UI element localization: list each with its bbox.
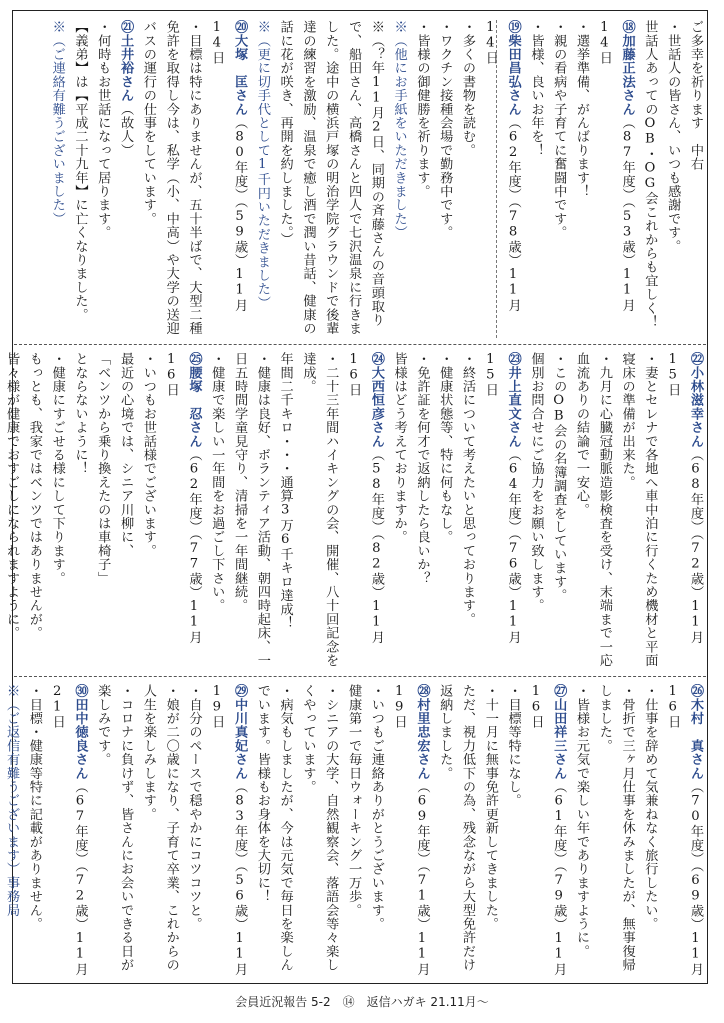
member-name: 田中徳良さん — [72, 697, 88, 780]
section-top — [14, 20, 706, 338]
member-meta: （69年度）（71歳）11月19日 — [391, 684, 430, 976]
member-number: ㉙ — [232, 684, 248, 698]
text-line: ・骨折で三ヶ月仕事を休みましたが、無事復帰しました。 — [596, 684, 635, 972]
member-heading — [524, 684, 570, 982]
section-middle — [4, 352, 706, 670]
column-divider — [496, 20, 497, 338]
text-line: ・皆様、良いお年を！ — [528, 20, 544, 157]
member-name: 大西恒彦さん — [368, 365, 384, 448]
member-meta: （83年度）（56歳）11月19日 — [209, 684, 248, 976]
member-meta: （67年度）（72歳）11月21日 — [49, 684, 88, 976]
text-line: 皆様はどう考えておりますか。 — [391, 352, 407, 544]
text-line: もっとも、我家ではベンツではありませんが。 — [26, 352, 42, 640]
text-line: ・免許証を何才で返納したら良いか？ — [414, 352, 430, 585]
text-line: ・娘が二〇歳になり、子育て卒業、これからの人生を楽しみします。 — [140, 684, 179, 972]
text-line: 最近の心境では、シニア川柳に、 — [118, 352, 134, 558]
member-meta: （80年度）（59歳）11月14日 — [209, 20, 248, 312]
text-line: ・親の看病や子育てに奮闘中です。 — [551, 20, 567, 240]
member-number: ㉖ — [688, 684, 703, 698]
member-meta: （87年度）（53歳）11月14日 — [596, 20, 635, 312]
member-number: ㉒ — [688, 352, 703, 366]
text-line: ・何時もお世話になって居ります。 — [95, 20, 111, 240]
text-line: ・妻とセレナで各地へ車中泊に行くため機材と平面寝床の準備が出来た。 — [619, 352, 658, 668]
text-line: ・目標は特にありませんが、五十半ばで、大型二種免許を取得し今は、私学（小、中高）や大学の送迎バスの運行の仕事をしています。 — [140, 20, 202, 336]
text-line: ・健康で楽しい一年間をお過ごし下さい。 — [209, 352, 225, 613]
member-heading — [387, 684, 433, 982]
member-meta: （68年度）（72歳）11月15日 — [665, 352, 703, 644]
member-number: ⑱ — [619, 20, 635, 34]
member-name: 井上直文さん — [505, 365, 521, 448]
section-divider-1 — [14, 344, 706, 345]
member-heading — [592, 20, 638, 338]
text-line: 健康第一で毎日ウォーキング一万歩。 — [346, 684, 362, 917]
member-name: 山田祥三さん — [551, 697, 567, 780]
member-number: ⑲ — [505, 20, 521, 34]
member-heading — [478, 352, 524, 670]
text-line: ・健康状態等、特に何もなし。 — [437, 352, 453, 544]
text-line: 年間二千キロ・・・通算3万6千キロ達成！ — [277, 352, 293, 630]
text-line: ・二十三年間ハイキングの会、開催、八十回記念を達成。 — [300, 352, 339, 668]
member-heading — [204, 684, 250, 982]
text-line: ・九月に心臓冠動脈造影検査を受け、末端まで一応血流ありの結論で一安心。 — [574, 352, 612, 668]
text-line: ・このOB会の名簿調査をしています。 — [551, 352, 567, 603]
text-line: ・健康にすごせる様にして下ります。 — [49, 352, 65, 585]
member-heading — [45, 684, 91, 982]
member-meta: （62年度）（78歳）11月14日 — [482, 20, 521, 312]
member-heading — [660, 352, 706, 670]
text-line: ・自分のペースで穏やかにコツコツと。 — [186, 684, 202, 931]
text-line: ご多幸を祈ります 中右 — [688, 20, 703, 171]
text-line: ・終活について考えたいと思っております。 — [460, 352, 476, 626]
text-line: ・シニアの大学、自然観察会、落語会等々楽しくやっています。 — [300, 684, 339, 972]
member-number: ⑳ — [232, 20, 248, 34]
member-number: ㉗ — [551, 684, 567, 698]
note-line: ※（更に切手代として1千円いただきました） — [254, 20, 270, 310]
member-number: ㉑ — [118, 20, 134, 34]
text-line: ・いつもご連絡ありがとうございます。 — [368, 684, 384, 931]
member-heading — [159, 352, 205, 670]
member-name: 大塚 匡さん — [232, 33, 248, 116]
member-heading — [660, 684, 706, 982]
text-line: ・目標等特になし。 — [505, 684, 521, 808]
member-meta: （故人） — [118, 102, 134, 158]
member-number: ㉘ — [414, 684, 430, 698]
page-footer: 会員近況報告 5-2 ⑭ 返信ハガキ 21.11月～ — [235, 995, 489, 1009]
member-name: 土井裕さん — [118, 33, 134, 103]
section-bottom — [4, 684, 706, 982]
member-name: 木村 真さん — [688, 697, 703, 780]
text-line: ・十一月に無事免許更新してきました。 — [482, 684, 498, 931]
member-meta: （70年度）（69歳）11月16日 — [665, 684, 703, 976]
note-line: ※（ご連絡有難うございました） — [49, 20, 65, 226]
member-meta: （58年度）（82歳）11月16日 — [346, 352, 384, 644]
text-line: ・健康は良好、ボランティア活動、朝四時起床、一日五時間学童見守り、清掃を一年間継続。 — [232, 352, 270, 668]
note-line: ※（他にお手紙をいただきました） — [391, 20, 407, 240]
text-line: ・世話人の皆さん、いつも感謝です。 — [665, 20, 681, 253]
text-line: ・いつもお世話様でございます。 — [140, 352, 156, 558]
section-divider-2 — [14, 676, 706, 677]
text-line: ・仕事を辞めて気兼ねなく旅行したい。 — [642, 684, 658, 931]
note-line: ※（ご返信有難うございます）事務局 — [4, 684, 20, 917]
member-name: 村里忠宏さん — [414, 697, 430, 780]
text-line: 個別お問合せにご協力をお願い致します。 — [528, 352, 544, 613]
text-block-middle — [0, 352, 706, 670]
member-name: 加藤正法さん — [619, 33, 635, 116]
member-name: 腰塚 忍さん — [186, 365, 202, 448]
text-line: ・目標・健康等特に記載がありません。 — [26, 684, 42, 931]
member-number: ㉕ — [186, 352, 202, 366]
member-heading — [113, 20, 136, 338]
member-number: ㉚ — [72, 684, 88, 698]
member-meta: （64年度）（76歳）11月15日 — [482, 352, 521, 644]
member-name: 中川真妃さん — [232, 697, 248, 780]
member-number: ㉔ — [368, 352, 384, 366]
member-meta: （62年度）（77歳）11月16日 — [163, 352, 202, 644]
text-line: ・皆様の御健勝を祈ります。 — [414, 20, 430, 199]
text-line: 「ベンツから乗り換えたのは車椅子」 — [95, 352, 111, 585]
member-number: ㉓ — [505, 352, 521, 366]
text-line: ・病気もしましたが、今は元気で毎日を楽しんでいます。皆様もお身体を大切に！ — [254, 684, 293, 972]
text-line: ・ワクチン接種会場で勤務中です。 — [437, 20, 453, 240]
text-block-top — [45, 20, 706, 338]
text-block-bottom — [0, 684, 706, 982]
text-line: 【義弟】は【平成二十九年】に亡くなりました。 — [72, 20, 88, 322]
member-heading — [341, 352, 387, 670]
text-line: 皆々様が健康でおすごしになられますように。 — [4, 352, 20, 640]
member-name: 小林滋幸さん — [688, 365, 703, 448]
text-line: とならないように！ — [72, 352, 88, 476]
text-line: ただ、視力低下の為、残念ながら大型免許だけ返納しました。 — [437, 684, 476, 972]
member-meta: （61年度）（79歳）11月16日 — [528, 684, 567, 976]
text-line: ・皆様お元気で楽しい年でありますように。 — [574, 684, 590, 958]
member-heading — [204, 20, 250, 338]
text-line: ※（？年11月2日、同期の斉藤さんの音頭取りで、船田さん、高橋さんと四人で七沢温泉に行きました。途中の横浜戸塚の明治学院グラウンドで後輩達の練習を激励、温泉で癒し酒で潤い昔話、健康の話に花が咲き、再開を約しました。） — [277, 20, 384, 336]
text-line: ・選挙準備、がんばります！ — [574, 20, 590, 199]
member-heading — [478, 20, 524, 338]
text-line: ・コロナに負けず、皆さんにお会いできる日が楽しみです。 — [95, 684, 134, 972]
text-line: ・多くの書物を読む。 — [460, 20, 476, 157]
member-name: 柴田昌弘さん — [505, 33, 521, 116]
text-line: 世話人あってのOB・OG会これからも宜しく！ — [642, 20, 658, 329]
